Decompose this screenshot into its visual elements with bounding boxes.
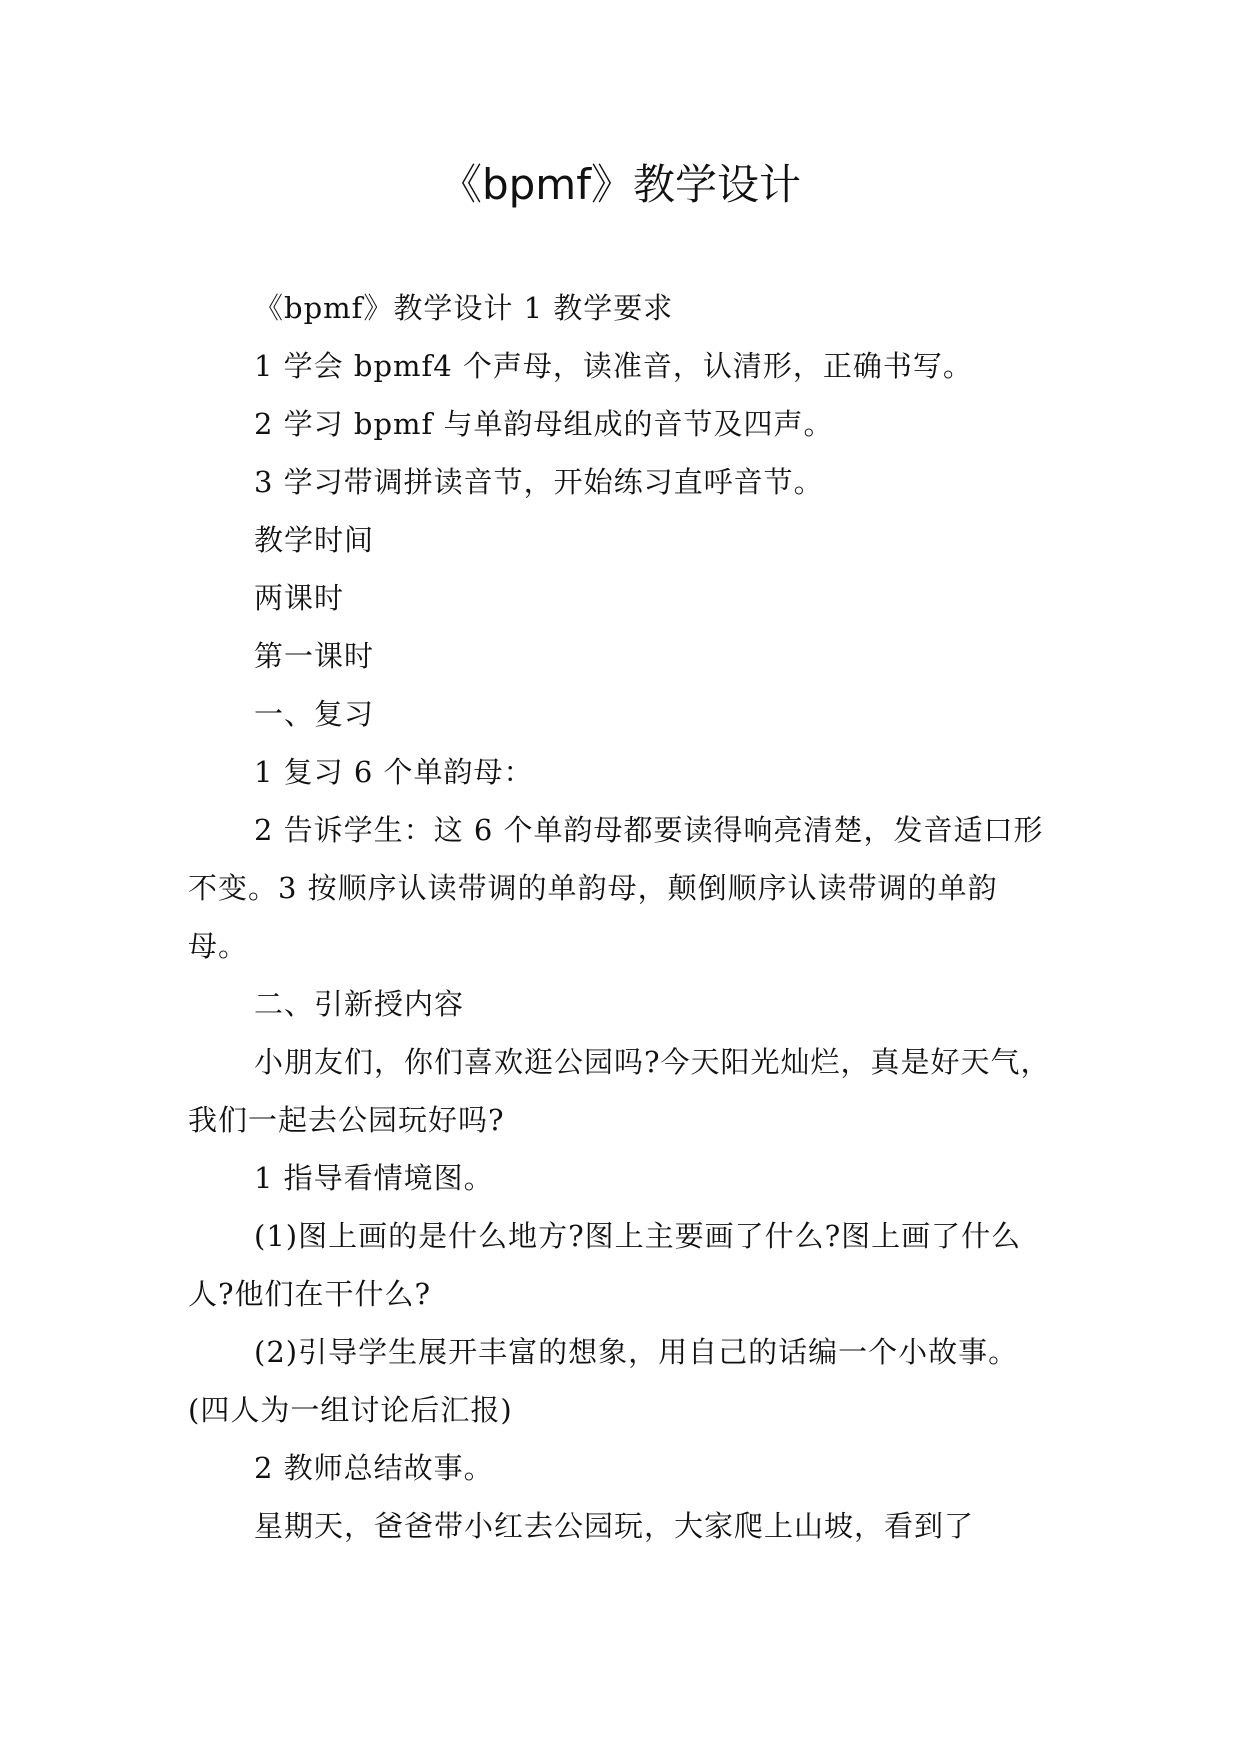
paragraph-requirement-3: 3 学习带调拼读音节，开始练习直呼音节。	[254, 465, 824, 499]
paragraph-two-lessons: 两课时	[254, 581, 345, 615]
paragraph-requirement-2: 2 学习 bpmf 与单韵母组成的音节及四声。	[254, 407, 834, 441]
document-body	[188, 279, 1054, 1555]
paragraph-question-1: (1)图上画的是什么地方?图上主要画了什么?图上画了什么人?他们在干什么?	[188, 1219, 1022, 1311]
paragraph-teacher-summary: 2 教师总结故事。	[254, 1451, 494, 1485]
paragraph-intro: 小朋友们，你们喜欢逛公园吗?今天阳光灿烂，真是好天气，我们一起去公园玩好吗?	[188, 1045, 1051, 1137]
document-title: 《bpmf》教学设计	[439, 160, 802, 209]
paragraph-section-new-content: 二、引新授内容	[254, 987, 465, 1021]
paragraph-guide-picture: 1 指导看情境图。	[254, 1161, 494, 1195]
paragraph-first-lesson: 第一课时	[254, 639, 375, 673]
paragraph-requirement-1: 1 学会 bpmf4 个声母，读准音，认清形，正确书写。	[254, 349, 973, 383]
paragraph-story: 星期天，爸爸带小红去公园玩，大家爬上山坡，看到了	[254, 1509, 975, 1543]
paragraph-section-review: 一、复习	[254, 697, 375, 731]
paragraph-teaching-time: 教学时间	[254, 523, 375, 557]
paragraph-heading-requirements: 《bpmf》教学设计 1 教学要求	[254, 291, 674, 325]
paragraph-review-2: 2 告诉学生：这 6 个单韵母都要读得响亮清楚，发音适口形不变。3 按顺序认读带调的单韵母，颠倒顺序认读带调的单韵母。	[188, 813, 1044, 963]
paragraph-question-2: (2)引导学生展开丰富的想象，用自己的话编一个小故事。(四人为一组讨论后汇报)	[188, 1335, 1019, 1427]
paragraph-review-1: 1 复习 6 个单韵母：	[254, 755, 534, 789]
